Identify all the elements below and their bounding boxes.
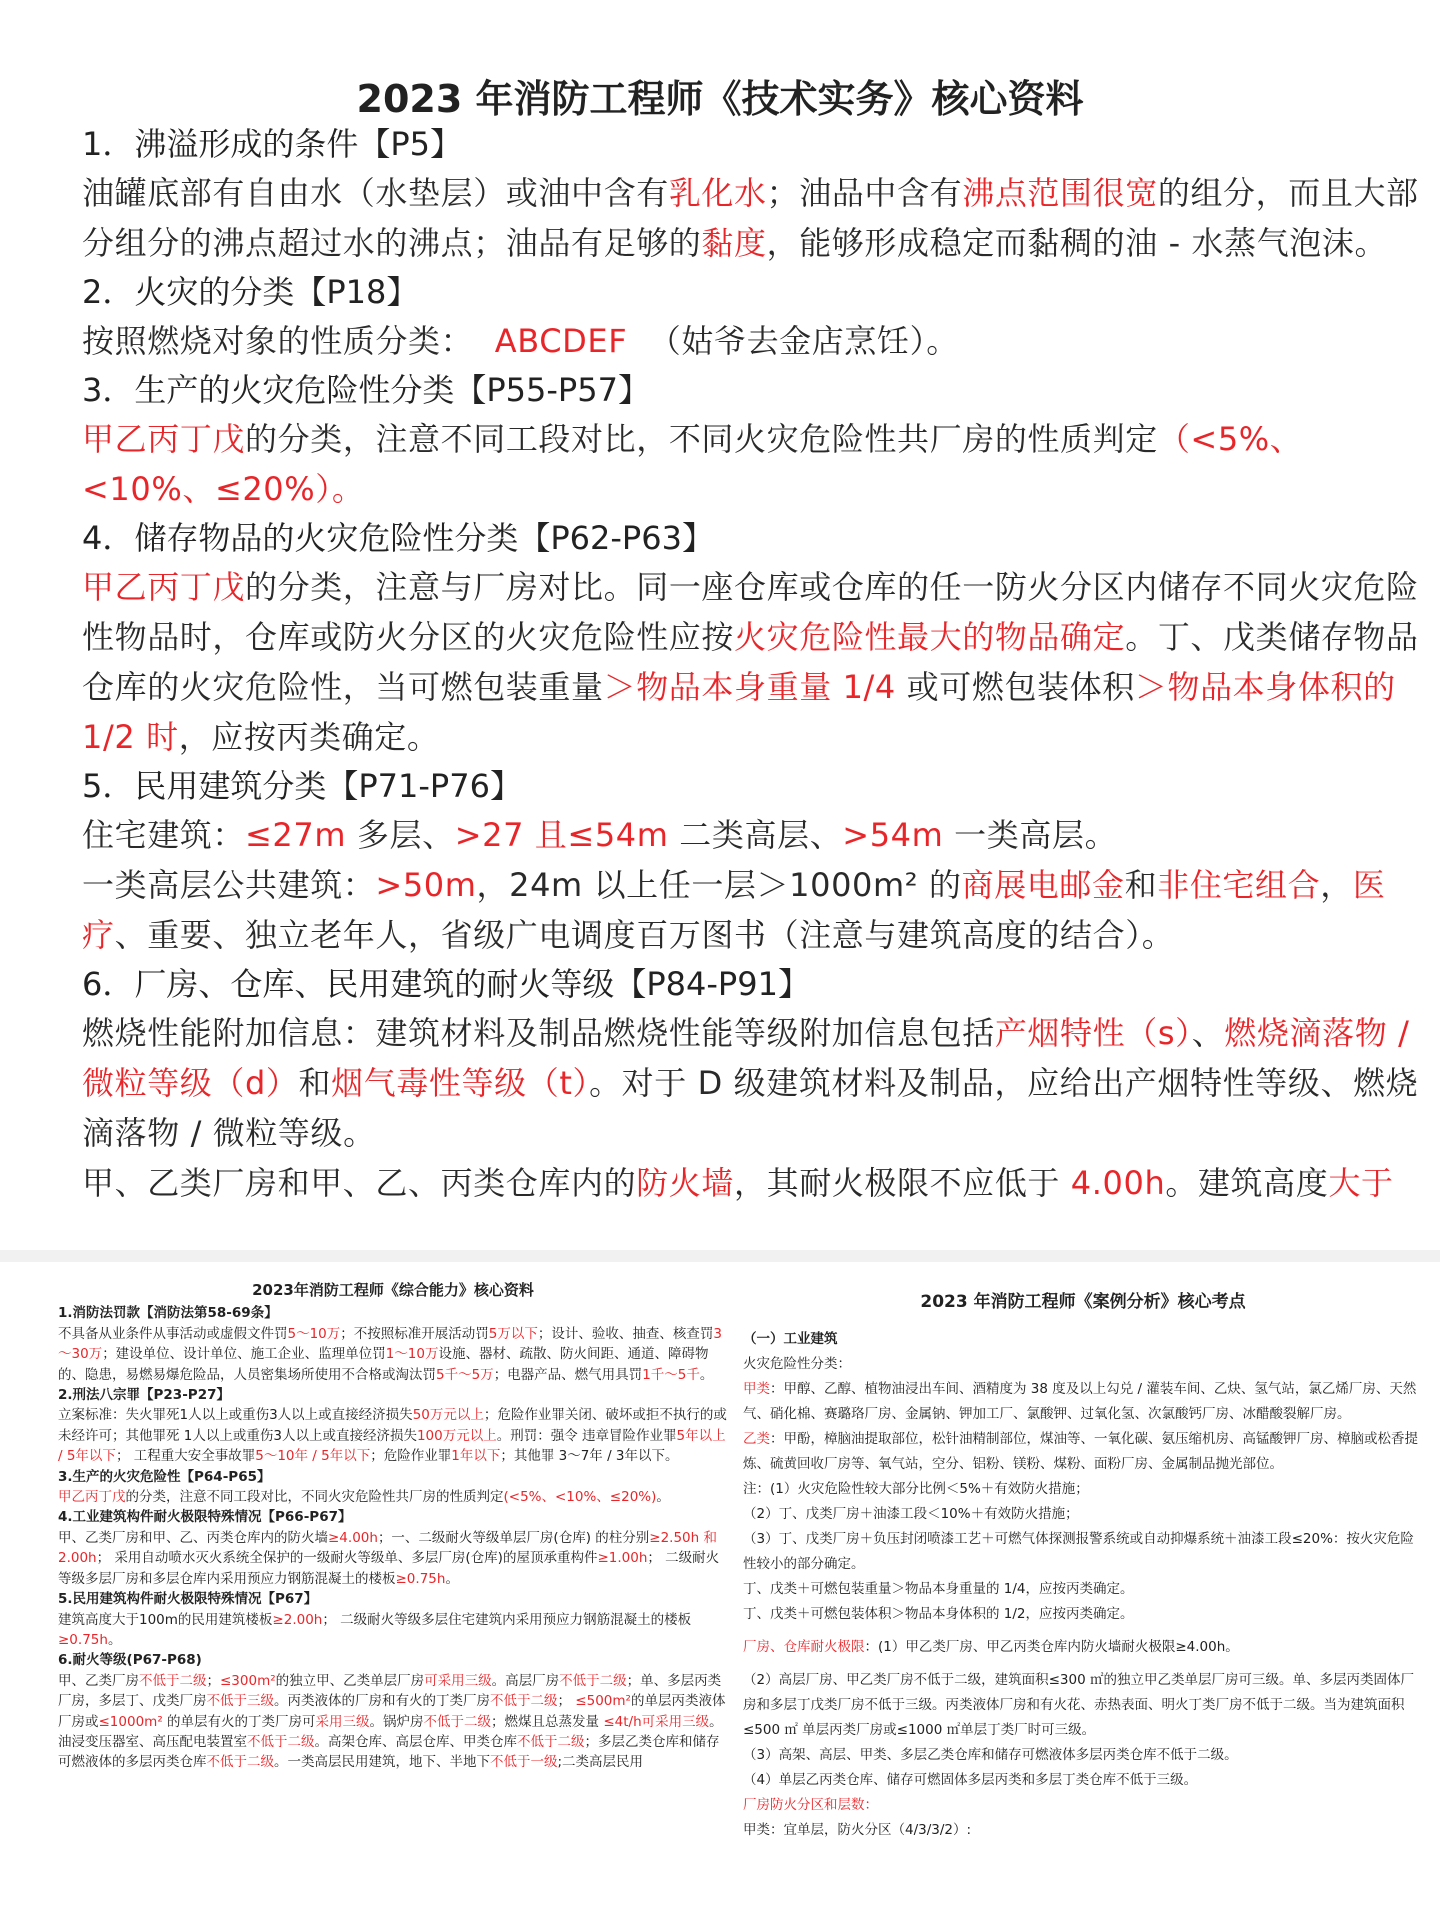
left-document-column [58, 1280, 728, 1773]
page-divider [0, 1250, 1440, 1262]
paragraph: 按照燃烧对象的性质分类： ABCDEF （姑爷去金店烹饪）。 [82, 322, 959, 360]
paragraph: 丁、戊类＋可燃包装重量＞物品本身重量的 1/4，应按丙类确定。 [743, 1581, 1134, 1597]
paragraph: 丁、戊类＋可燃包装体积＞物品本身体积的 1/2，应按丙类确定。 [743, 1606, 1134, 1622]
paragraph: 建筑高度大于100m的民用建筑楼板≥2.00h； 二级耐火等级多层住宅建筑内采用预应力钢筋混凝土的楼板≥0.75h。 [58, 1611, 692, 1648]
paragraph: 油罐底部有自由水（水垫层）或油中含有乳化水；油品中含有沸点范围很宽的组分，而且大部分组分的沸点超过水的沸点；油品有足够的黏度，能够形成稳定而黏稠的油 - 水蒸气泡沫。 [82, 174, 1419, 262]
section-heading: 6．厂房、仓库、民用建筑的耐火等级【P84-P91】 [82, 965, 810, 1003]
right-title: 2023 年消防工程师《案例分析》核心考点 [920, 1292, 1246, 1312]
section-heading: 4.工业建筑构件耐火极限特殊情况【P66-P67】 [58, 1509, 352, 1526]
section-heading: 4．储存物品的火灾危险性分类【P62-P63】 [82, 519, 714, 557]
paragraph: 甲类：甲醇、乙醇、植物油浸出车间、酒精度为 38 度及以上勾兑 / 灌装车间、乙炔、氢气站，氯乙烯厂房、天然气、硝化棉、赛璐珞厂房、金属钠、钾加工厂、氯酸钾、过氧化氢、次氯酸钙厂房、冰醋酸裂解厂房。 [743, 1381, 1417, 1422]
paragraph: （2）高层厂房、甲乙类厂房不低于二级，建筑面积≤300 ㎡的独立甲乙类单层厂房可三级。单、多层丙类固体厂房和多层丁戊类厂房不低于三级。丙类液体厂房和有火花、赤热表面、明火丁类厂房不低于二级。当为建筑面积≤500 ㎡ 单层丙类厂房或≤1000 ㎡单层丁类厂时可三级。 [743, 1672, 1414, 1738]
section-heading: 3.生产的火灾危险性【P64-P65】 [58, 1468, 271, 1485]
section-heading: 5.民用建筑构件耐火极限特殊情况【P67】 [58, 1591, 318, 1608]
paragraph: （3）丁、戊类厂房＋负压封闭喷漆工艺＋可燃气体探测报警系统或自动抑爆系统＋油漆工段≤20%：按火灾危险性较小的部分确定。 [743, 1531, 1414, 1572]
section-heading: 2.刑法八宗罪【P23-P27】 [58, 1387, 230, 1404]
paragraph: 乙类：甲酚，樟脑油提取部位，松针油精制部位，煤油等、一氧化碳、氨压缩机房、高锰酸钾厂房、樟脑或松香提炼、硫黄回收厂房等、氧气站，空分、铝粉、镁粉、煤粉、面粉厂房、金属制品抛光部位。 [743, 1431, 1418, 1472]
paragraph: 火灾危险性分类： [743, 1356, 851, 1372]
paragraph: 立案标准：失火罪死1人以上或重伤3人以上或直接经济损失50万元以上；危险作业罪关闭、破坏或拒不执行的或未经许可；其他罪死 1人以上或重伤3人以上或直接经济损失100万元以上。刑罚：强令 违章冒险作业罪5年以上 / 5年以下； 工程重大安全事故罪5～10年 / 5年以下；危险作业罪1年以下；其他罪 3～7年 / 3年以下。 [58, 1407, 727, 1465]
section-heading: 1．沸溢形成的条件【P5】 [82, 125, 463, 163]
paragraph: 燃烧性能附加信息：建筑材料及制品燃烧性能等级附加信息包括产烟特性（s）、燃烧滴落物 / 微粒等级（d）和烟气毒性等级（t）。对于 D 级建筑材料及制品，应给出产烟特性等级、燃烧滴落物 / 微粒等级。 [82, 1014, 1419, 1152]
paragraph: 注：(1）火灾危险性较大部分比例＜5%＋有效防火措施； [743, 1481, 1089, 1497]
section-heading: （一）工业建筑 [743, 1331, 838, 1347]
paragraph: 不具备从业条件从事活动或虚假文件罚5～10万；不按照标准开展活动罚5万以下；设计、验收、抽查、核查罚3～30万；建设单位、设计单位、施工企业、监理单位罚1～10万设施、器材、疏散、防火间距、通道、障碍物的、隐患，易燃易爆危险品，人员密集场所使用不合格或淘汰罚5千～5万；电器产品、燃气用具罚1千～5千。 [58, 1325, 722, 1383]
section-heading: 5．民用建筑分类【P71-P76】 [82, 767, 522, 805]
paragraph: 厂房、仓库耐火极限：(1）甲乙类厂房、甲乙丙类仓库内防火墙耐火极限≥4.00h。 [743, 1639, 1239, 1655]
section-heading: 1.消防法罚款【消防法第58-69条】 [58, 1305, 278, 1322]
paragraph: 甲、乙类厂房和甲、乙、丙类仓库内的防火墙≥4.00h；一、二级耐火等级单层厂房(仓库) 的柱分别≥2.50h 和2.00h； 采用自动喷水灭火系统全保护的一级耐火等级单、多层厂房(仓库)的屋顶承重构件≥1.00h； 二级耐火等级多层厂房和多层仓库内采用预应力钢筋混凝土的楼板≥0.75h。 [58, 1529, 720, 1587]
paragraph: （3）高架、高层、甲类、多层乙类仓库和储存可燃液体多层丙类仓库不低于二级。 [743, 1747, 1238, 1763]
paragraph: 厂房防火分区和层数： [743, 1797, 878, 1813]
paragraph: 甲类：宜单层，防火分区（4/3/3/2）: [743, 1822, 972, 1838]
paragraph: （2）丁、戊类厂房＋油漆工段＜10%＋有效防火措施； [743, 1506, 1079, 1522]
top-document-body [82, 120, 1422, 1208]
section-heading: 2．火灾的分类【P18】 [82, 273, 419, 311]
paragraph: 甲乙丙丁戊的分类，注意不同工段对比，不同火灾危险性共厂房的性质判定(<5%、<10%、≤20%)。 [58, 1489, 670, 1506]
section-heading: 6.耐火等级(P67-P68) [58, 1652, 202, 1669]
paragraph: 一类高层公共建筑：>50m，24m 以上任一层＞1000m² 的商展电邮金和非住宅组合，医疗、重要、独立老年人，省级广电调度百万图书（注意与建筑高度的结合）。 [82, 866, 1386, 954]
paragraph: 甲乙丙丁戊的分类，注意与厂房对比。同一座仓库或仓库的任一防火分区内储存不同火灾危险性物品时，仓库或防火分区的火灾危险性应按火灾危险性最大的物品确定。丁、戊类储存物品仓库的火灾危险性，当可燃包装重量＞物品本身重量 1/4 或可燃包装体积＞物品本身体积的 1/2 时，应按丙类确定。 [82, 568, 1419, 756]
section-heading: 3．生产的火灾危险性分类【P55-P57】 [82, 371, 650, 409]
paragraph: 甲、乙类厂房和甲、乙、丙类仓库内的防火墙，其耐火极限不应低于 4.00h。建筑高度大于 [82, 1164, 1394, 1202]
paragraph: 住宅建筑：≤27m 多层、>27 且≤54m 二类高层、>54m 一类高层。 [82, 816, 1118, 854]
left-title: 2023年消防工程师《综合能力》核心资料 [252, 1281, 534, 1299]
paragraph: 甲、乙类厂房不低于二级；≤300m²的独立甲、乙类单层厂房可采用三级。高层厂房不低于二级；单、多层丙类厂房，多层丁、戊类厂房不低于三级。丙类液体的厂房和有火的丁类厂房不低于二级； ≤500m²的单层丙类液体厂房或≤1000m² 的单层有火的丁类厂房可采用三级。锅炉房不低于二级；燃煤且总蒸发量 ≤4t/h可采用三级。油浸变压器室、高压配电装置室不低于二级。高架仓库、高层仓库、甲类仓库不低于二级；多层乙类仓库和储存可燃液体的多层丙类仓库不低于二级。一类高层民用建筑，地下、半地下不低于一级;二类高层民用 [58, 1672, 726, 1771]
paragraph: （4）单层乙丙类仓库、储存可燃固体多层丙类和多层丁类仓库不低于三级。 [743, 1772, 1198, 1788]
right-document-column [743, 1280, 1423, 1843]
paragraph: 甲乙丙丁戊的分类，注意不同工段对比，不同火灾危险性共厂房的性质判定（<5%、<10%、≤20%）。 [82, 420, 1303, 508]
page-title: 2023 年消防工程师《技术实务》核心资料 [356, 77, 1084, 121]
